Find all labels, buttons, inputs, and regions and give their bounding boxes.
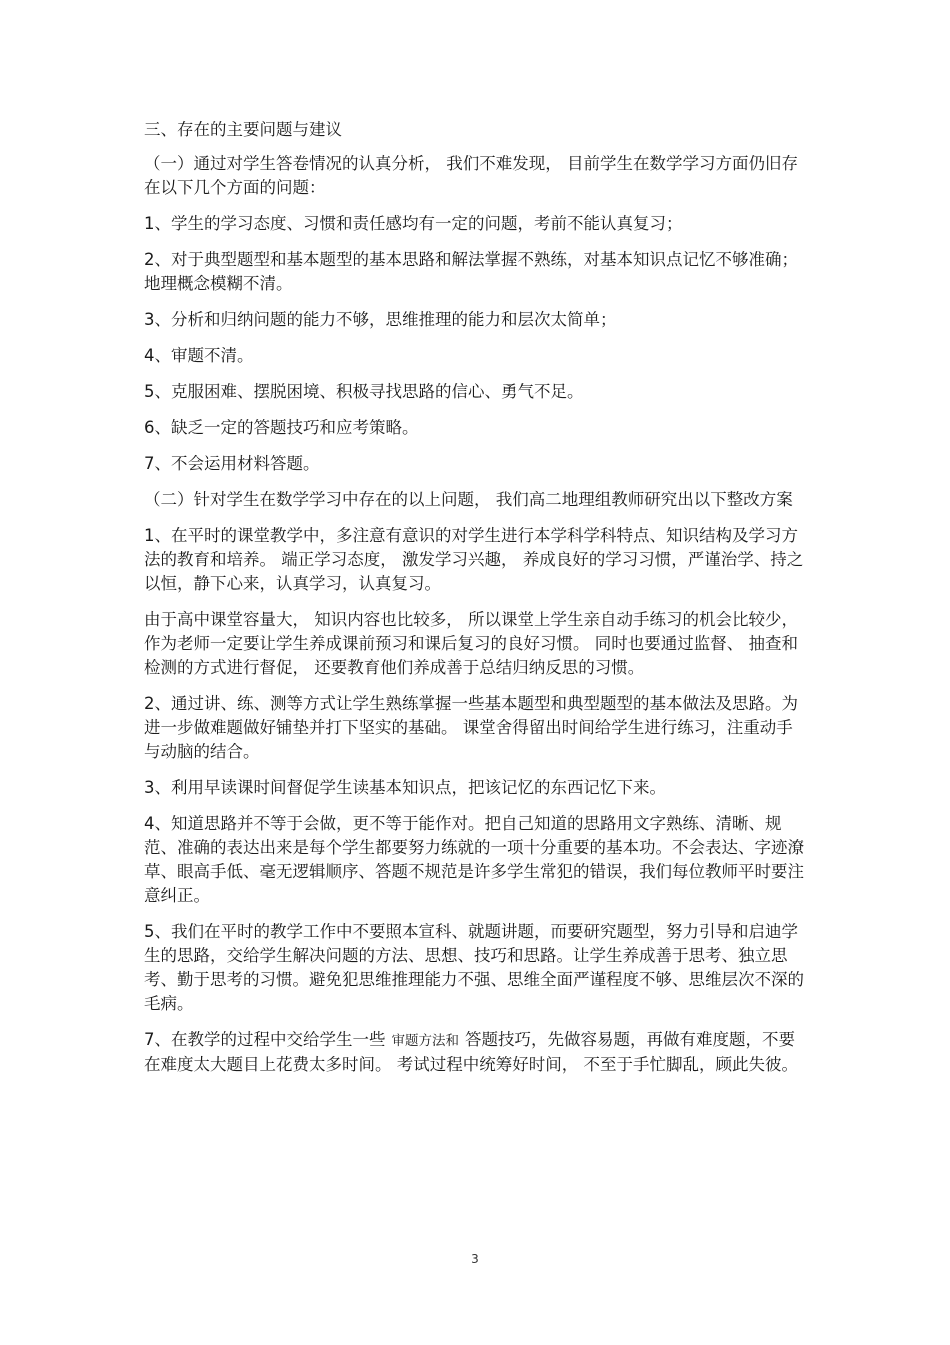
section-title: 三、存在的主要问题与建议 — [144, 120, 342, 139]
part1-item-7: 7、不会运用材料答题。 — [144, 454, 320, 473]
part2-item-1-continued: 由于高中课堂容量大， 知识内容也比较多， 所以课堂上学生亲自动手练习的机会比较少，作为老师一定要让学生养成课前预习和课后复习的良好习惯。 同时也要通过监督、 抽查和检测的方式进行督促， 还要教育他们养成善于总结归纳反思的习惯。 — [144, 610, 798, 677]
part2-item-7-small: 审题方法和 — [391, 1033, 459, 1049]
part2-item-7-after: 答题技巧，先做容易题，再做有难度题，不要在难度太大题目上花费太多时间。 考试过程中统筹好时间， 不至于手忙脚乱，顾此失彼。 — [144, 1030, 798, 1074]
page-content — [144, 118, 804, 1089]
part1-item-6: 6、缺乏一定的答题技巧和应考策略。 — [144, 418, 419, 437]
part2-item-4: 4、知道思路并不等于会做，更不等于能作对。把自己知道的思路用文字熟练、清晰、规范、准确的表达出来是每个学生都要努力练就的一项十分重要的基本功。不会表达、字迹潦草、眼高手低、毫无逻辑顺序、答题不规范是许多学生常犯的错误，我们每位教师平时要注意纠正。 — [144, 814, 804, 905]
part1-item-2: 2、对于典型题型和基本题型的基本思路和解法掌握不熟练，对基本知识点记忆不够准确；地理概念模糊不清。 — [144, 250, 798, 293]
part2-item-7-before: 7、在教学的过程中交给学生一些 — [144, 1030, 386, 1049]
part1-item-1: 1、学生的学习态度、习惯和责任感均有一定的问题，考前不能认真复习； — [144, 214, 683, 233]
part1-item-4: 4、审题不清。 — [144, 346, 254, 365]
part1-item-5: 5、克服困难、摆脱困境、积极寻找思路的信心、勇气不足。 — [144, 382, 584, 401]
part2-intro: （二）针对学生在数学学习中存在的以上问题， 我们高二地理组教师研究出以下整改方案 — [144, 490, 793, 509]
part1-intro: （一）通过对学生答卷情况的认真分析， 我们不难发现， 目前学生在数学学习方面仍旧存在以下几个方面的问题： — [144, 154, 798, 197]
part2-item-7 — [144, 1028, 804, 1077]
part2-item-5: 5、我们在平时的教学工作中不要照本宣科、就题讲题，而要研究题型，努力引导和启迪学生的思路，交给学生解决问题的方法、思想、技巧和思路。让学生养成善于思考、独立思考、勤于思考的习惯。避免犯思维推理能力不强、思维全面严谨程度不够、思维层次不深的毛病。 — [144, 922, 804, 1013]
part2-item-1: 1、在平时的课堂教学中，多注意有意识的对学生进行本学科学科特点、知识结构及学习方法的教育和培养。 端正学习态度， 激发学习兴趣， 养成良好的学习习惯，严谨治学、持之以恒，静下心来，认真学习，认真复习。 — [144, 526, 804, 593]
part2-item-3: 3、利用早读课时间督促学生读基本知识点，把该记忆的东西记忆下来。 — [144, 778, 666, 797]
part1-item-3: 3、分析和归纳问题的能力不够，思维推理的能力和层次太简单； — [144, 310, 617, 329]
part2-item-2: 2、通过讲、练、测等方式让学生熟练掌握一些基本题型和典型题型的基本做法及思路。为进一步做难题做好铺垫并打下坚实的基础。 课堂舍得留出时间给学生进行练习，注重动手与动脑的结合。 — [144, 694, 798, 761]
page-number: 3 — [471, 1252, 479, 1266]
